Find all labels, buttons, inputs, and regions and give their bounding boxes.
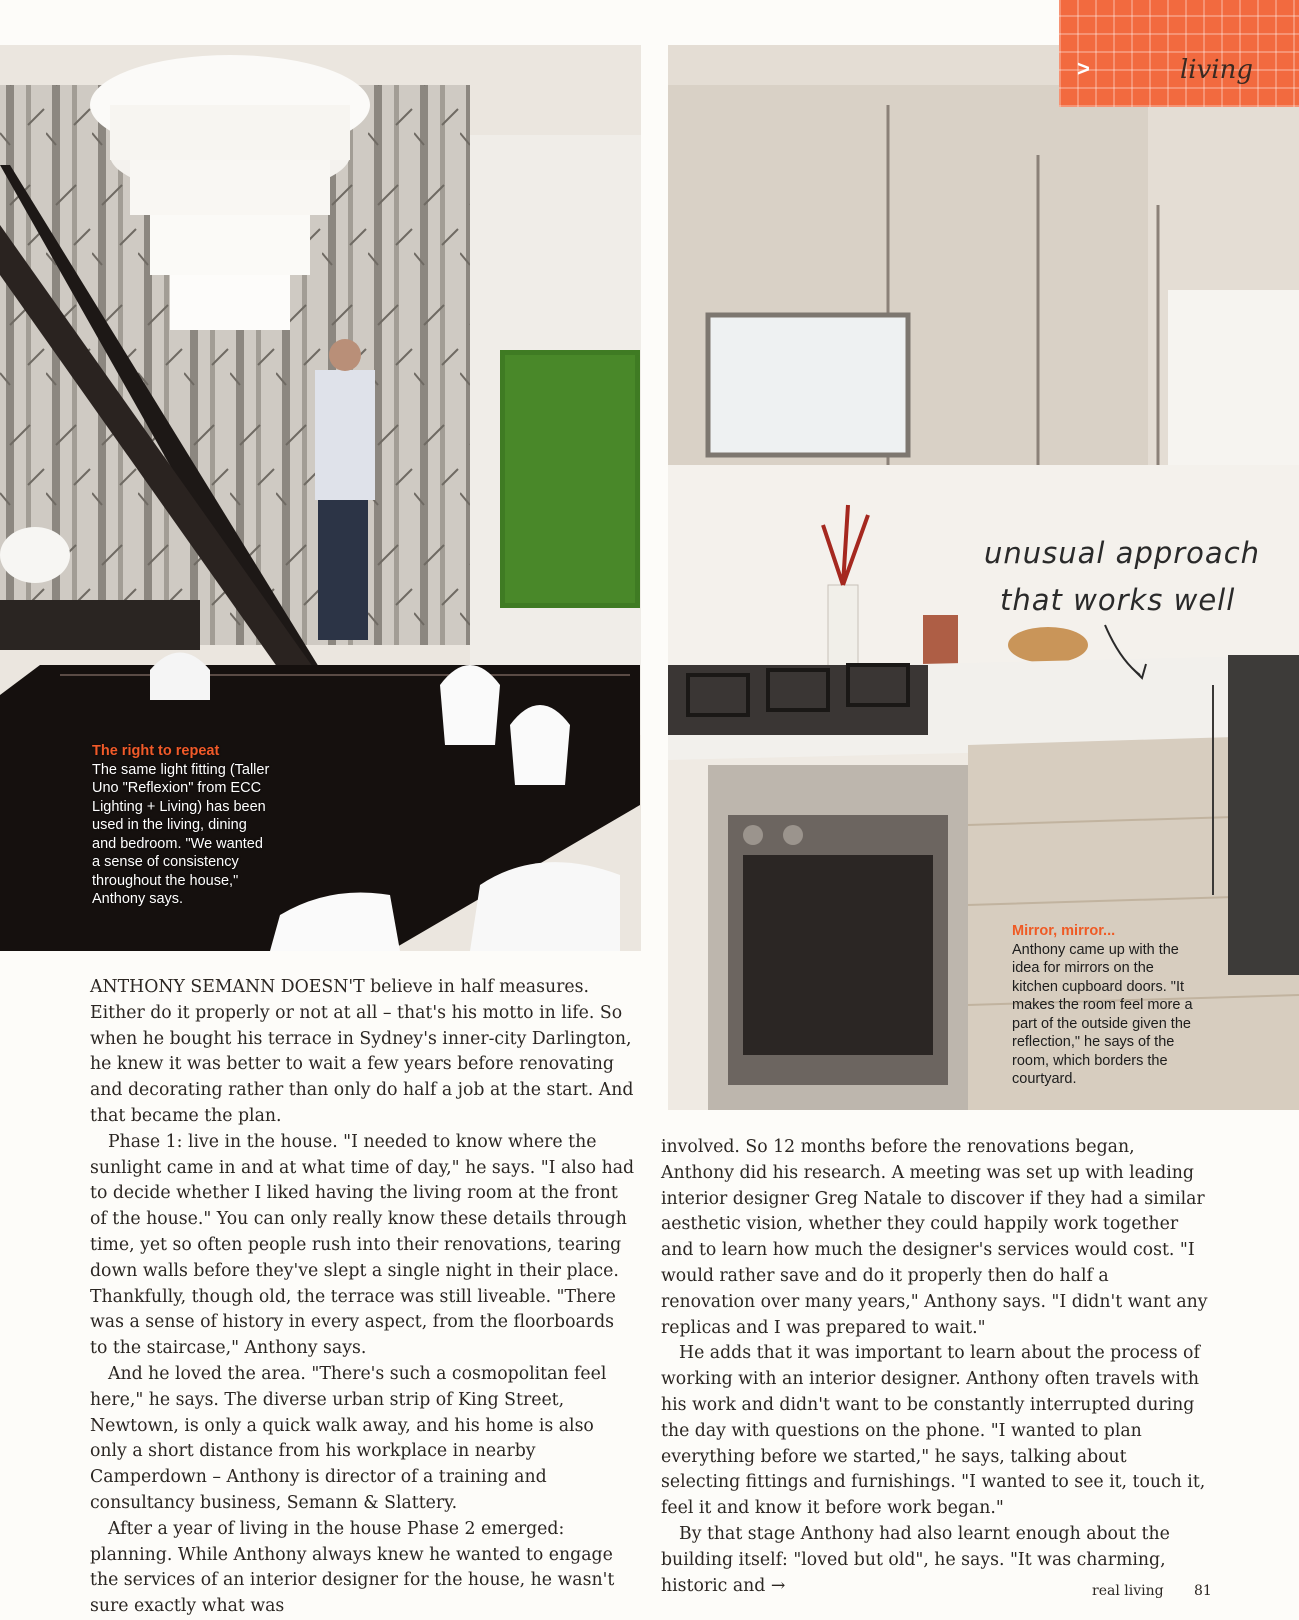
section-label: living [1179,55,1253,85]
paragraph: Phase 1: live in the house. "I needed to know where the sunlight came in and at what time of day," he says. "I also had to decide whether I liked having the living room at the front of the house." You can only really know these details through time, yet so often people rush into their renovations, tearing down walls before they've slept a single night in their place. Thankfully, though old, the terrace was still liveable. "There was a sense of history in every aspect, from the floorboards to the staircase," Anthony says. [90,1131,635,1359]
section-tab [1059,0,1299,107]
paragraph: ANTHONY SEMANN DOESN'T believe in half measures. Either do it properly or not at all – that's his motto in life. So when he bought his terrace in Sydney's inner-city Darlington, he knew it was better to wait a few years before renovating and decorating rather than only do half a job at the start. And that became the plan. [90,977,634,1126]
magazine-name: real living [1092,1583,1164,1599]
paragraph: involved. So 12 months before the renovations began, Anthony did his research. A meeting was set up with leading interior designer Greg Natale to discover if they had a similar aesthetic vision, whether they could happily work together and to learn how much the designer's services would cost. "I would rather save and do it properly then do half a renovation over many years," Anthony says. "I didn't want any replicas and I was prepared to wait." [661,1137,1208,1338]
kitchen-photo [668,45,1299,1110]
caption-text: The same light fitting (Taller Uno "Reflexion" from ECC Lighting + Living) has been used in the living, dining and bedroom. "We wanted a sense of consistency throughout the house," Anthony says. [92,761,270,907]
article-column-right [661,1135,1208,1599]
handwritten-note-line-2: that works well [1000,583,1236,617]
caption-heading: Mirror, mirror... [1012,923,1116,939]
caption-living-room [92,742,270,909]
handwritten-note-line-1: unusual approach [984,536,1261,570]
chevron-right-icon: > [1077,56,1090,81]
paragraph: By that stage Anthony had also learnt enough about the building itself: "loved but old", he says. "It was charming, historic and → [661,1523,1170,1596]
paragraph: And he loved the area. "There's such a cosmopolitan feel here," he says. The diverse urban strip of King Street, Newtown, is only a quick walk away, and his home is also only a short distance from his workplace in nearby Camperdown – Anthony is director of a training and consultancy business, Semann & Slattery. [90,1363,607,1513]
caption-text: Anthony came up with the idea for mirrors on the kitchen cupboard doors. "It makes the room feel more a part of the outside given the reflection," he says of the room, which borders the courtyard. [1012,941,1193,1087]
page-number: 81 [1194,1583,1212,1599]
handwritten-arrow-icon [1100,620,1160,690]
paragraph: He adds that it was important to learn about the process of working with an interior designer. Anthony often travels with his work and didn't want to be constantly interrupted during the day with questions on the phone. "I wanted to plan everything before we started," he says, talking about selecting fittings and furnishings. "I wanted to see it, touch it, feel it and know it before work began." [661,1343,1206,1519]
caption-heading: The right to repeat [92,743,220,759]
article-column-left [90,975,635,1620]
caption-kitchen [1012,922,1202,1089]
paragraph: After a year of living in the house Phase 2 emerged: planning. While Anthony always knew he wanted to engage the services of an interior designer for the house, he wasn't sure exactly what was [90,1518,615,1617]
